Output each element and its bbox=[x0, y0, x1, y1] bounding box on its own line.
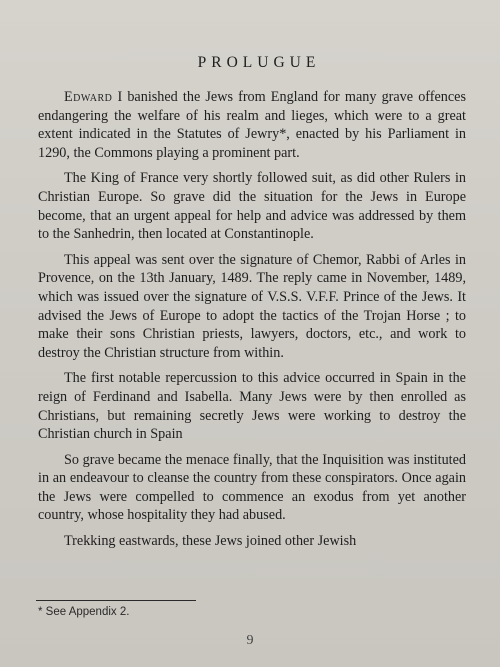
page-number: 9 bbox=[246, 633, 254, 648]
body-text bbox=[38, 88, 466, 551]
paragraph-1-text: I banished the Jews from England for many grave offences endangering the welfare of his realm and lieges, which were to a great extent indicated in the Statutes of Jewry*, enacted by his Parliament in 1290, the Commons playing a prominent part. bbox=[38, 89, 466, 161]
paragraph-4: The first notable repercussion to this advice occurred in Spain in the reign of Ferdinand and Isabella. Many Jews were by then enrolled as Christians, but remaining secretly Jews were working to destroy the Christian church in Spain bbox=[38, 370, 466, 443]
paragraph-3: This appeal was sent over the signature of Chemor, Rabbi of Arles in Provence, on the 13th January, 1489. The reply came in November, 1489, which was issued over the signature of V.S.S. V.F.F. Prince of the Jews. It advised the Jews of Europe to adopt the tactics of the Trojan Horse ; to make their sons Christian priests, lawyers, doctors, etc., and work to destroy the Christian structure from within. bbox=[38, 251, 466, 361]
paragraph-5: So grave became the menace finally, that the Inquisition was instituted in an endeavour to cleanse the country from these conspirators. Once again the Jews were compelled to commence an exodus from yet another country, whose hospitality they had abused. bbox=[38, 451, 466, 524]
chapter-heading: PROLUGUE bbox=[197, 54, 321, 71]
paragraph-1 bbox=[38, 88, 466, 162]
paragraph-6: Trekking eastwards, these Jews joined other Jewish bbox=[64, 533, 357, 550]
paragraph-2: The King of France very shortly followed suit, as did other Rulers in Christian Europe. So grave did the situation for the Jews in Europe become, that an urgent appeal for help and advice was addressed by them to the Sanhedrin, then located at Constantinople. bbox=[38, 170, 466, 243]
footnote: * See Appendix 2. bbox=[38, 606, 130, 618]
paragraph-1-lead-word: Edward bbox=[64, 89, 113, 105]
footnote-divider bbox=[36, 600, 196, 601]
